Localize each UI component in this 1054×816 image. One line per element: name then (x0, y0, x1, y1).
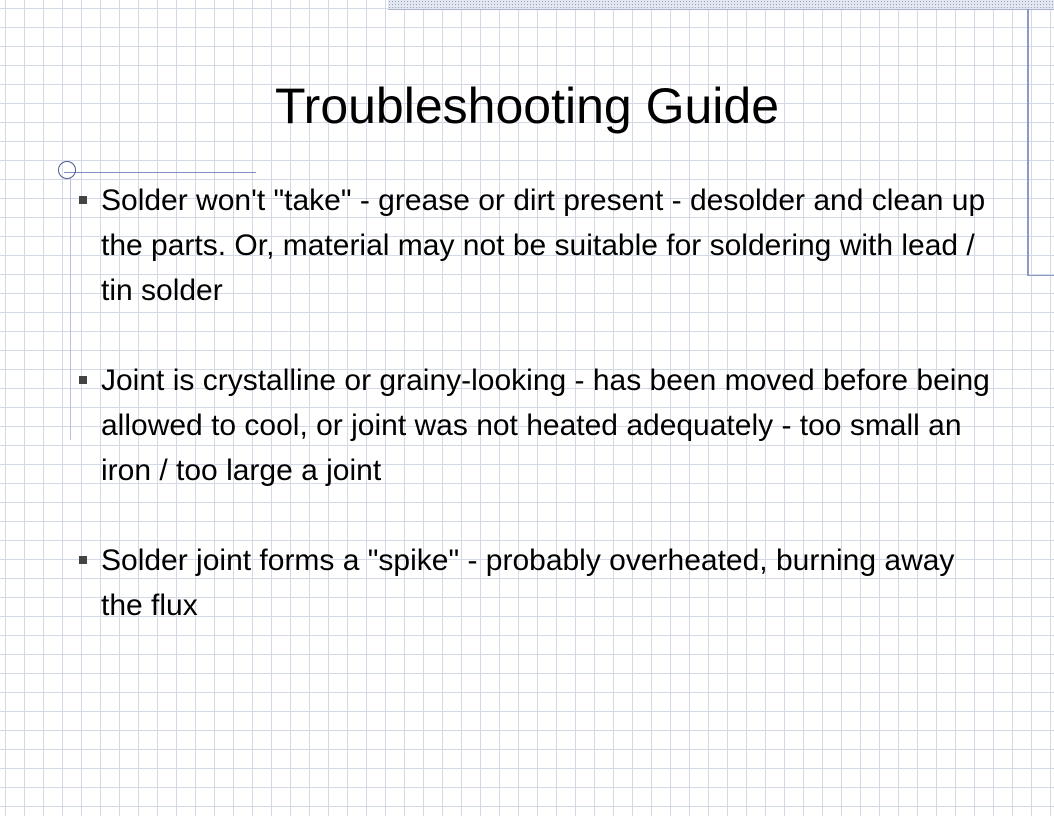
decorative-accent-line (64, 172, 256, 173)
square-bullet-icon (79, 376, 87, 384)
decorative-right-rule-cap (1027, 275, 1054, 276)
slide-title: Troubleshooting Guide (274, 78, 780, 134)
decorative-top-band (388, 0, 1054, 10)
bullet-text: Solder won't "take" - grease or dirt present - desolder and clean up the parts. Or, material may not be suitable for soldering with lead / tin solder (101, 184, 986, 307)
bullet-text: Solder joint forms a "spike" - probably overheated, burning away the flux (101, 544, 955, 622)
bullet-text: Joint is crystalline or grainy-looking - has been moved before being allowed to cool, or joint was not heated adequately - too small an iron / too large a joint (101, 364, 990, 487)
list-item (76, 358, 996, 493)
decorative-circle-icon (58, 161, 76, 179)
square-bullet-icon (79, 196, 87, 204)
list-item (76, 178, 996, 313)
decorative-left-rule (70, 178, 71, 440)
bullet-list (76, 178, 996, 628)
list-item (76, 538, 996, 628)
decorative-right-rule (1027, 9, 1029, 275)
square-bullet-icon (79, 556, 87, 564)
